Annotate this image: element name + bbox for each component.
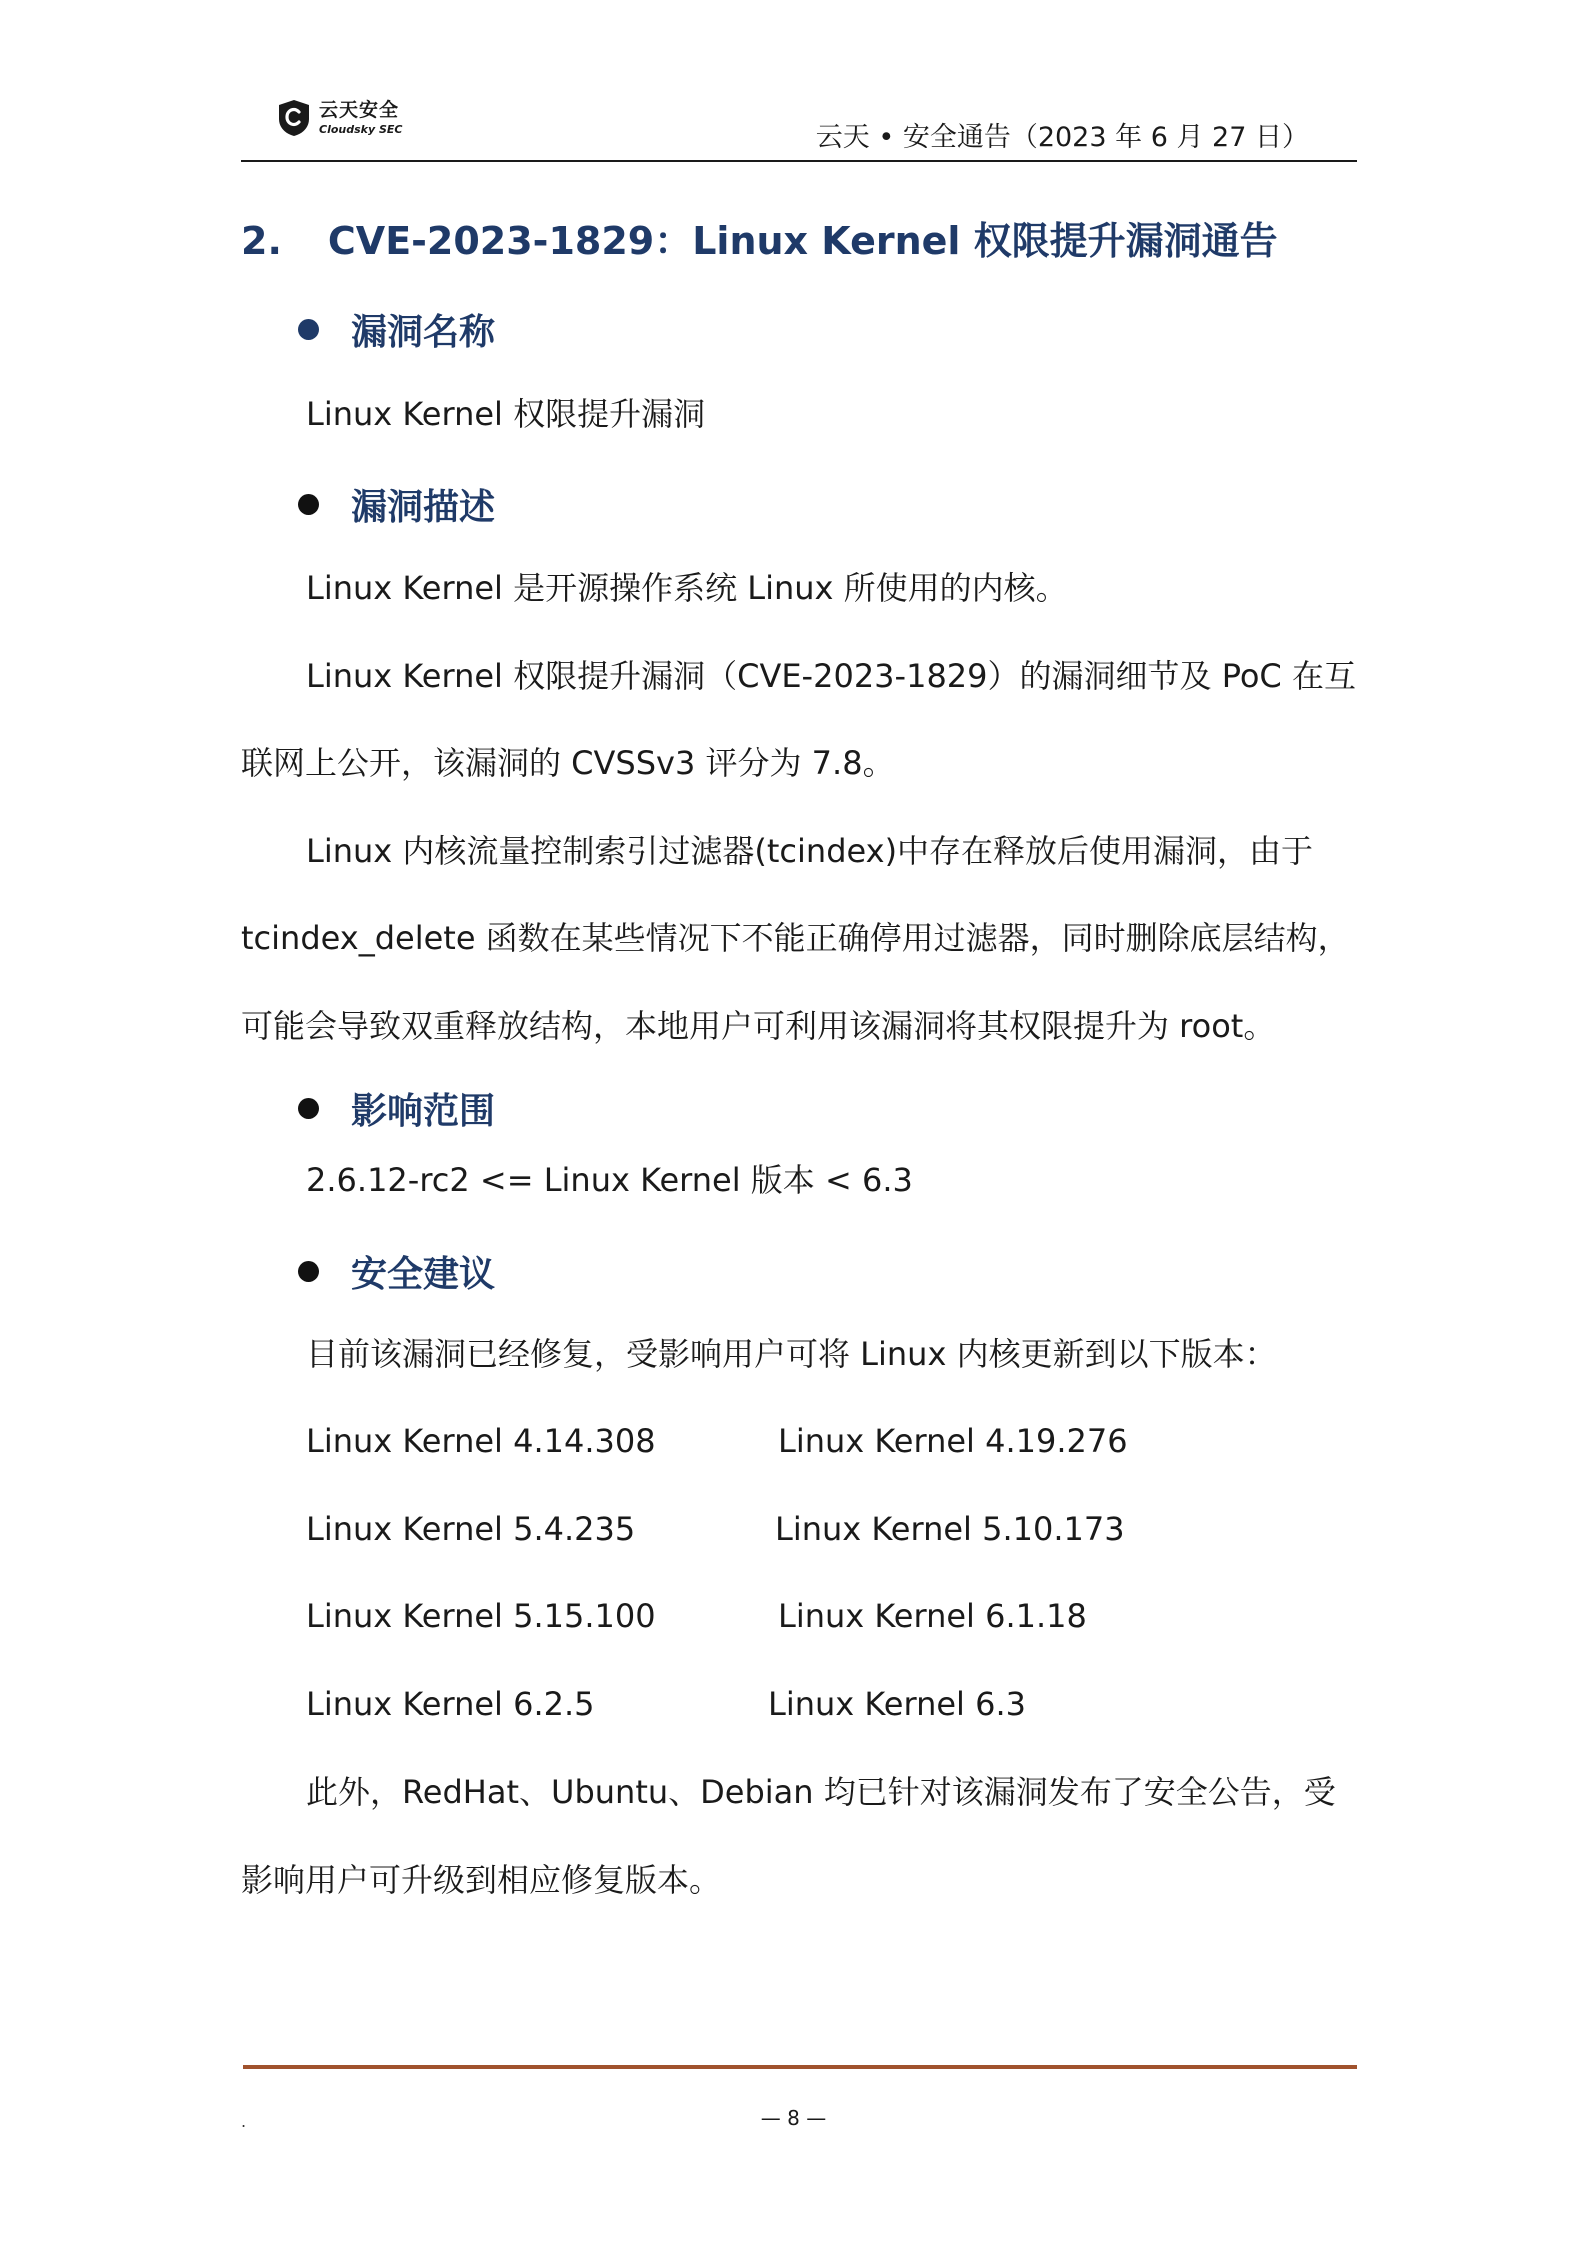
- footer-dot: .: [241, 2112, 247, 2131]
- desc-paragraph-1: Linux Kernel 是开源操作系统 Linux 所使用的内核。: [306, 569, 1068, 607]
- heading-text: 漏洞名称: [351, 312, 496, 353]
- company-logo: [277, 99, 402, 137]
- version-item: Linux Kernel 5.15.100: [306, 1597, 656, 1635]
- version-item: Linux Kernel 5.4.235: [306, 1510, 636, 1548]
- page-number: — 8 —: [760, 2106, 827, 2130]
- header-title: 云天 • 安全通告（2023 年 6 月 27 日）: [815, 122, 1309, 153]
- version-item: Linux Kernel 4.14.308: [306, 1422, 656, 1460]
- bullet-dot-icon: [298, 1098, 319, 1119]
- version-item: Linux Kernel 6.1.18: [778, 1597, 1087, 1635]
- heading-vuln-name: [298, 304, 495, 355]
- heading-vuln-desc: [298, 479, 495, 530]
- logo-en-text: Cloudsky SEC: [319, 123, 403, 136]
- footer-divider: [243, 2065, 1357, 2069]
- heading-text: 安全建议: [351, 1254, 496, 1295]
- section-title-text: CVE-2023-1829：Linux Kernel 权限提升漏洞通告: [327, 219, 1278, 263]
- section-title: [241, 210, 1278, 265]
- bullet-dot-icon: [298, 1261, 319, 1282]
- heading-text: 漏洞描述: [351, 487, 496, 528]
- desc-paragraph-3-line-1: Linux 内核流量控制索引过滤器(tcindex)中存在释放后使用漏洞，由于: [306, 832, 1314, 870]
- version-item: Linux Kernel 4.19.276: [778, 1422, 1128, 1460]
- bullet-dot-icon: [298, 494, 319, 515]
- version-item: Linux Kernel 5.10.173: [775, 1510, 1125, 1548]
- advice-intro: 目前该漏洞已经修复，受影响用户可将 Linux 内核更新到以下版本：: [306, 1335, 1277, 1373]
- desc-paragraph-2-line-1: Linux Kernel 权限提升漏洞（CVE-2023-1829）的漏洞细节及 PoC 在互: [306, 657, 1356, 695]
- advice-extra-line-2: 影响用户可升级到相应修复版本。: [241, 1861, 722, 1899]
- section-number: 2.: [241, 219, 282, 263]
- heading-advice: [298, 1246, 495, 1297]
- bullet-dot-icon: [298, 319, 319, 340]
- scope-text: 2.6.12-rc2 <= Linux Kernel 版本 < 6.3: [306, 1161, 913, 1199]
- heading-text: 影响范围: [351, 1091, 496, 1132]
- version-item: Linux Kernel 6.3: [768, 1685, 1026, 1723]
- logo-cn-text: 云天安全: [319, 99, 400, 121]
- heading-scope: [298, 1083, 495, 1134]
- desc-paragraph-2-line-2: 联网上公开，该漏洞的 CVSSv3 评分为 7.8。: [241, 744, 895, 782]
- header-divider: [241, 160, 1357, 162]
- desc-paragraph-3-line-3: 可能会导致双重释放结构，本地用户可利用该漏洞将其权限提升为 root。: [241, 1007, 1276, 1045]
- version-item: Linux Kernel 6.2.5: [306, 1685, 595, 1723]
- vuln-name-text: Linux Kernel 权限提升漏洞: [306, 395, 706, 433]
- page-header: [241, 92, 1357, 162]
- advice-extra-line-1: 此外，RedHat、Ubuntu、Debian 均已针对该漏洞发布了安全公告，受: [306, 1773, 1336, 1811]
- shield-logo-icon: [277, 99, 311, 137]
- desc-paragraph-3-line-2: tcindex_delete 函数在某些情况下不能正确停用过滤器，同时删除底层结构，: [241, 919, 1350, 957]
